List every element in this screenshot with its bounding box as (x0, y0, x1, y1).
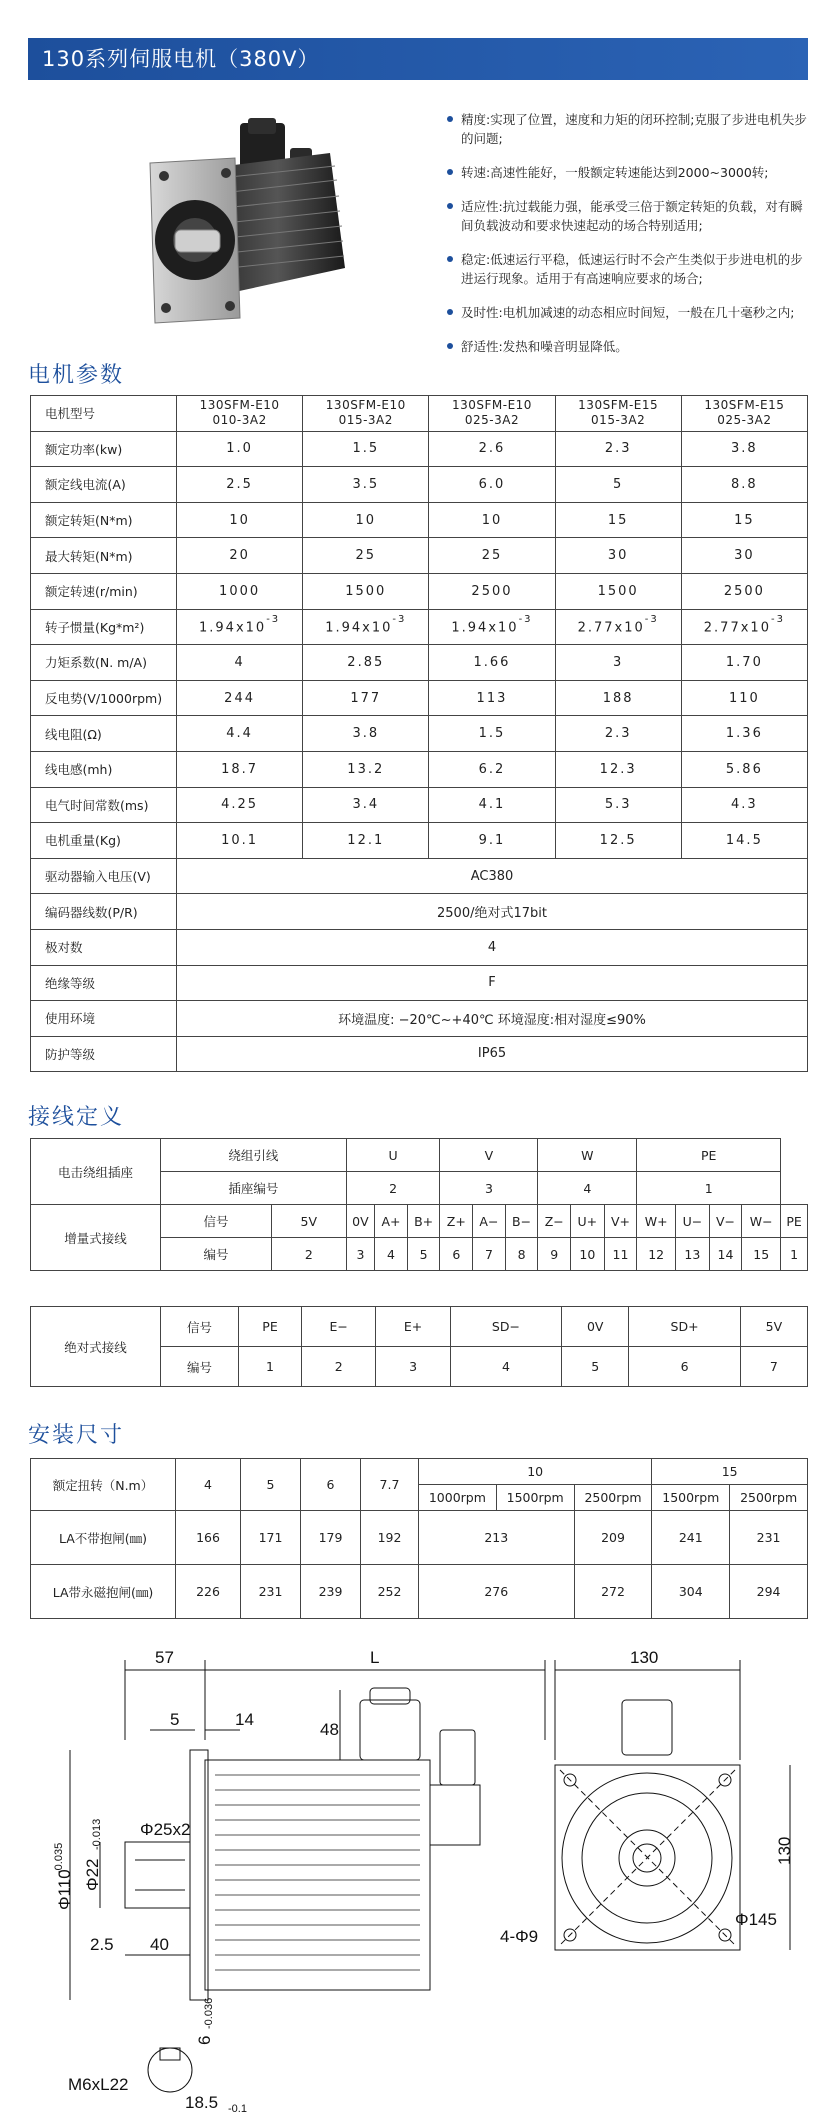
table-row (31, 1036, 808, 1072)
table-row (31, 645, 808, 681)
wiring-cell: Z+ (440, 1205, 473, 1238)
wiring-cell: SD+ (629, 1307, 740, 1347)
table-row (31, 573, 808, 609)
row-label: LA带永磁抱闸(㎜) (31, 1565, 176, 1619)
param-value: 12.1 (303, 823, 429, 859)
row-label: 力矩系数(N. m/A) (31, 645, 177, 681)
la-cell: 213 (419, 1511, 575, 1565)
dim-22: Φ22 (83, 1858, 102, 1891)
wiring-cell: 3 (346, 1238, 375, 1271)
dim-130-vertical: 130 (775, 1836, 794, 1865)
param-value: 3 (555, 645, 681, 681)
torque-group-15: 15 (652, 1459, 808, 1485)
wiring-cell: 5V (740, 1307, 807, 1347)
param-value: 1.5 (429, 716, 555, 752)
winding-cell: V (440, 1139, 538, 1172)
param-value: 3.5 (303, 467, 429, 503)
param-value: 9.1 (429, 823, 555, 859)
speed-cell: 1000rpm (419, 1485, 497, 1511)
winding-group-label: 电击绕组插座 (31, 1139, 161, 1205)
param-value: 30 (681, 538, 807, 574)
wiring-cell: 0V (562, 1307, 629, 1347)
wiring-cell: W− (742, 1205, 781, 1238)
param-value: 10 (303, 502, 429, 538)
dim-22-tol: -0.013 (91, 1818, 103, 1850)
wiring-cell: 1 (781, 1238, 808, 1271)
torque-cell: 5 (241, 1459, 301, 1511)
row-label: 最大转矩(N*m) (31, 538, 177, 574)
param-value: 6.0 (429, 467, 555, 503)
dim-110-tol: -0.035 (53, 1842, 65, 1874)
la-cell: 241 (652, 1511, 730, 1565)
row-label: 线电阻(Ω) (31, 716, 177, 752)
wiring-cell: 12 (637, 1238, 676, 1271)
wiring-cell: A+ (375, 1205, 408, 1238)
mounting-table (30, 1458, 808, 1619)
la-cell: 171 (241, 1511, 301, 1565)
param-value: 5.86 (681, 751, 807, 787)
model-cell: 130SFM-E10 010-3A2 (177, 396, 303, 432)
row-label: 额定转矩(N*m) (31, 502, 177, 538)
param-value: 12.5 (555, 823, 681, 859)
param-value: 20 (177, 538, 303, 574)
param-value: 1.70 (681, 645, 807, 681)
table-row (31, 1001, 808, 1037)
table-row (31, 965, 808, 1001)
dim-6-tol: -0.036 (203, 1997, 215, 2029)
param-value: 1.36 (681, 716, 807, 752)
wiring-cell: E− (302, 1307, 376, 1347)
wiring-cell: 11 (604, 1238, 637, 1271)
torque-cell: 4 (176, 1459, 241, 1511)
la-cell: 304 (652, 1565, 730, 1619)
table-row (31, 751, 808, 787)
param-value: 1.5 (303, 431, 429, 467)
common-value: F (177, 965, 808, 1001)
speed-cell: 2500rpm (574, 1485, 652, 1511)
speed-cell: 2500rpm (730, 1485, 808, 1511)
wiring-cell: 6 (440, 1238, 473, 1271)
wiring-cell: B− (505, 1205, 538, 1238)
param-value: $1.94x10^{-3}$ (303, 609, 429, 645)
common-value: IP65 (177, 1036, 808, 1072)
winding-cell: PE (637, 1139, 781, 1172)
table-row (31, 1459, 808, 1485)
param-value: 1.66 (429, 645, 555, 681)
la-cell: 272 (574, 1565, 652, 1619)
wiring-cell: PE (781, 1205, 808, 1238)
wiring-cell: 10 (571, 1238, 605, 1271)
param-value: 177 (303, 680, 429, 716)
dim-130: 130 (630, 1648, 659, 1667)
param-value: 13.2 (303, 751, 429, 787)
param-value: 10 (177, 502, 303, 538)
socket-number-label: 插座编号 (161, 1172, 347, 1205)
la-cell: 231 (730, 1511, 808, 1565)
param-value: 2.85 (303, 645, 429, 681)
absolute-wiring-table (30, 1306, 808, 1387)
param-value: 2500 (429, 573, 555, 609)
row-label: 电气时间常数(ms) (31, 787, 177, 823)
wiring-cell: 5 (407, 1238, 440, 1271)
param-value: 4 (177, 645, 303, 681)
param-value: 10 (429, 502, 555, 538)
row-label: LA不带抱闸(㎜) (31, 1511, 176, 1565)
row-label: 电机重量(Kg) (31, 823, 177, 859)
speed-cell: 1500rpm (652, 1485, 730, 1511)
winding-cell: U (346, 1139, 440, 1172)
param-value: 5.3 (555, 787, 681, 823)
param-value: 1000 (177, 573, 303, 609)
absolute-group-label: 绝对式接线 (31, 1307, 161, 1387)
model-cell: 130SFM-E10 025-3A2 (429, 396, 555, 432)
la-cell: 179 (301, 1511, 361, 1565)
wiring-cell: 14 (709, 1238, 742, 1271)
wiring-cell: 1 (239, 1347, 302, 1387)
table-row (31, 431, 808, 467)
torque-cell: 7.7 (361, 1459, 419, 1511)
table-row (31, 1565, 808, 1619)
model-label: 电机型号 (31, 396, 177, 432)
dim-25x2: Φ25x2 (140, 1820, 191, 1839)
mounting-section-title: 安装尺寸 (28, 1423, 125, 1448)
row-label: 额定转速(r/min) (31, 573, 177, 609)
table-row (31, 894, 808, 930)
number-label: 编号 (161, 1347, 239, 1387)
la-cell: 192 (361, 1511, 419, 1565)
wiring-cell: 5V (271, 1205, 346, 1238)
la-cell: 231 (241, 1565, 301, 1619)
la-cell: 226 (176, 1565, 241, 1619)
dim-40: 40 (150, 1935, 169, 1954)
param-value: 244 (177, 680, 303, 716)
dim-14: 14 (235, 1710, 254, 1729)
winding-cell: 1 (637, 1172, 781, 1205)
wiring-cell: 3 (376, 1347, 450, 1387)
param-value: $2.77x10^{-3}$ (681, 609, 807, 645)
table-row (31, 1205, 808, 1238)
param-value: 4.3 (681, 787, 807, 823)
model-cell: 130SFM-E15 025-3A2 (681, 396, 807, 432)
wiring-cell: 4 (450, 1347, 561, 1387)
param-value: 6.2 (429, 751, 555, 787)
dim-145: Φ145 (735, 1910, 777, 1929)
wiring-cell: 7 (473, 1238, 506, 1271)
param-value: 1.0 (177, 431, 303, 467)
row-label: 绝缘等级 (31, 965, 177, 1001)
row-label: 驱动器输入电压(V) (31, 858, 177, 894)
feature-item: 转速:高速性能好，一般额定转速能达到2000~3000转; (445, 163, 815, 182)
wiring-cell: Z− (538, 1205, 571, 1238)
speed-cell: 1500rpm (496, 1485, 574, 1511)
wiring-cell: V+ (604, 1205, 637, 1238)
param-value: 3.8 (303, 716, 429, 752)
dim-5: 5 (170, 1710, 180, 1729)
feature-item: 稳定:低速运行平稳，低速运行时不会产生类似于步进电机的步进运行现象。适用于有高速响应要求的场合; (445, 250, 815, 288)
row-label: 转子惯量(Kg*m²) (31, 609, 177, 645)
param-value: $1.94x10^{-3}$ (429, 609, 555, 645)
params-section-title: 电机参数 (28, 363, 125, 388)
la-cell: 276 (419, 1565, 575, 1619)
param-value: 110 (681, 680, 807, 716)
row-label: 额定线电流(A) (31, 467, 177, 503)
torque-group-10: 10 (419, 1459, 652, 1485)
wiring-cell: 13 (676, 1238, 710, 1271)
feature-item: 舒适性:发热和噪音明显降低。 (445, 337, 815, 356)
dim-48: 48 (320, 1720, 339, 1739)
wiring-cell: U− (676, 1205, 710, 1238)
signal-label: 信号 (161, 1307, 239, 1347)
dim-m6: M6xL22 (68, 2075, 129, 2094)
param-value: 2500 (681, 573, 807, 609)
la-cell: 252 (361, 1565, 419, 1619)
wiring-cell: 8 (505, 1238, 538, 1271)
winding-cell: 2 (346, 1172, 440, 1205)
common-value: AC380 (177, 858, 808, 894)
param-value: 3.8 (681, 431, 807, 467)
la-cell: 239 (301, 1565, 361, 1619)
row-label: 防护等级 (31, 1036, 177, 1072)
wiring-cell: W+ (637, 1205, 676, 1238)
row-label: 使用环境 (31, 1001, 177, 1037)
row-label: 编码器线数(P/R) (31, 894, 177, 930)
table-row (31, 858, 808, 894)
param-value: 2.3 (555, 716, 681, 752)
param-value: 30 (555, 538, 681, 574)
param-value: 113 (429, 680, 555, 716)
param-value: 25 (429, 538, 555, 574)
servo-motor-image (140, 118, 350, 333)
table-row (31, 467, 808, 503)
la-cell: 166 (176, 1511, 241, 1565)
common-value: 环境温度: −20℃~+40℃ 环境湿度:相对湿度≤90% (177, 1001, 808, 1037)
wiring-cell: 6 (629, 1347, 740, 1387)
param-value: 15 (681, 502, 807, 538)
page-title: 130系列伺服电机（380V） (28, 38, 808, 80)
incremental-group-label: 增量式接线 (31, 1205, 161, 1271)
torque-cell: 6 (301, 1459, 361, 1511)
feature-item: 精度:实现了位置，速度和力矩的闭环控制;克服了步进电机失步的问题; (445, 110, 815, 148)
wiring-cell: PE (239, 1307, 302, 1347)
dim-18-5: 18.5 (185, 2093, 219, 2112)
param-value: 18.7 (177, 751, 303, 787)
la-cell: 209 (574, 1511, 652, 1565)
wiring-cell: SD− (450, 1307, 561, 1347)
wiring-cell: 2 (302, 1347, 376, 1387)
common-value: 2500/绝对式17bit (177, 894, 808, 930)
common-value: 4 (177, 929, 808, 965)
param-value: 1500 (555, 573, 681, 609)
param-value: 4.4 (177, 716, 303, 752)
param-value: 2.3 (555, 431, 681, 467)
param-value: 5 (555, 467, 681, 503)
wiring-cell: 4 (375, 1238, 408, 1271)
feature-item: 及时性:电机加减速的动态相应时间短，一般在几十毫秒之内; (445, 303, 815, 322)
param-value: $2.77x10^{-3}$ (555, 609, 681, 645)
wiring-cell: 7 (740, 1347, 807, 1387)
table-row (31, 929, 808, 965)
model-cell: 130SFM-E15 015-3A2 (555, 396, 681, 432)
param-value: 25 (303, 538, 429, 574)
param-value: 12.3 (555, 751, 681, 787)
feature-item: 适应性:抗过载能力强，能承受三倍于额定转矩的负载，对有瞬间负载波动和要求快速起动的场合特别适用; (445, 197, 815, 235)
wiring-section-title: 接线定义 (28, 1105, 125, 1130)
row-label: 线电感(mh) (31, 751, 177, 787)
dim-6: 6 (195, 2035, 214, 2045)
table-row (31, 1511, 808, 1565)
param-value: 1500 (303, 573, 429, 609)
table-row (31, 787, 808, 823)
table-row (31, 716, 808, 752)
table-row (31, 502, 808, 538)
table-row (31, 680, 808, 716)
torque-label: 额定扭转（N.m） (31, 1459, 176, 1511)
dim-110: Φ110 (55, 1869, 74, 1910)
row-label: 反电势(V/1000rpm) (31, 680, 177, 716)
wiring-cell: V− (709, 1205, 742, 1238)
wiring-cell: 0V (346, 1205, 375, 1238)
wiring-cell: U+ (571, 1205, 605, 1238)
wiring-cell: 5 (562, 1347, 629, 1387)
param-value: 14.5 (681, 823, 807, 859)
param-value: 4.25 (177, 787, 303, 823)
param-value: 2.6 (429, 431, 555, 467)
wiring-cell: A− (473, 1205, 506, 1238)
param-value: 3.4 (303, 787, 429, 823)
feature-list (445, 110, 815, 371)
dim-18-5-tol: -0.1 (228, 2103, 247, 2115)
wiring-cell: 9 (538, 1238, 571, 1271)
wiring-cell: B+ (407, 1205, 440, 1238)
wiring-cell: 2 (271, 1238, 346, 1271)
row-label: 额定功率(kw) (31, 431, 177, 467)
table-row (31, 609, 808, 645)
dim-4-9: 4-Φ9 (500, 1927, 539, 1946)
winding-lead-label: 绕组引线 (161, 1139, 347, 1172)
model-cell: 130SFM-E10 015-3A2 (303, 396, 429, 432)
dimension-drawing (0, 1630, 840, 2120)
winding-cell: W (538, 1139, 637, 1172)
param-value: 10.1 (177, 823, 303, 859)
param-value: 8.8 (681, 467, 807, 503)
params-table (30, 395, 808, 1072)
table-row (31, 538, 808, 574)
dim-57: 57 (155, 1648, 174, 1667)
winding-cell: 3 (440, 1172, 538, 1205)
param-value: $1.94x10^{-3}$ (177, 609, 303, 645)
param-value: 15 (555, 502, 681, 538)
table-row (31, 823, 808, 859)
wiring-cell: 15 (742, 1238, 781, 1271)
row-label: 极对数 (31, 929, 177, 965)
number-label: 编号 (161, 1238, 272, 1271)
la-cell: 294 (730, 1565, 808, 1619)
table-row (31, 1139, 808, 1172)
param-value: 188 (555, 680, 681, 716)
winding-cell: 4 (538, 1172, 637, 1205)
wiring-table (30, 1138, 808, 1271)
param-value: 4.1 (429, 787, 555, 823)
dim-2-5: 2.5 (90, 1935, 114, 1954)
dim-l: L (370, 1648, 380, 1667)
table-row (31, 1307, 808, 1347)
wiring-cell: E+ (376, 1307, 450, 1347)
param-value: 2.5 (177, 467, 303, 503)
signal-label: 信号 (161, 1205, 272, 1238)
table-row (31, 396, 808, 432)
